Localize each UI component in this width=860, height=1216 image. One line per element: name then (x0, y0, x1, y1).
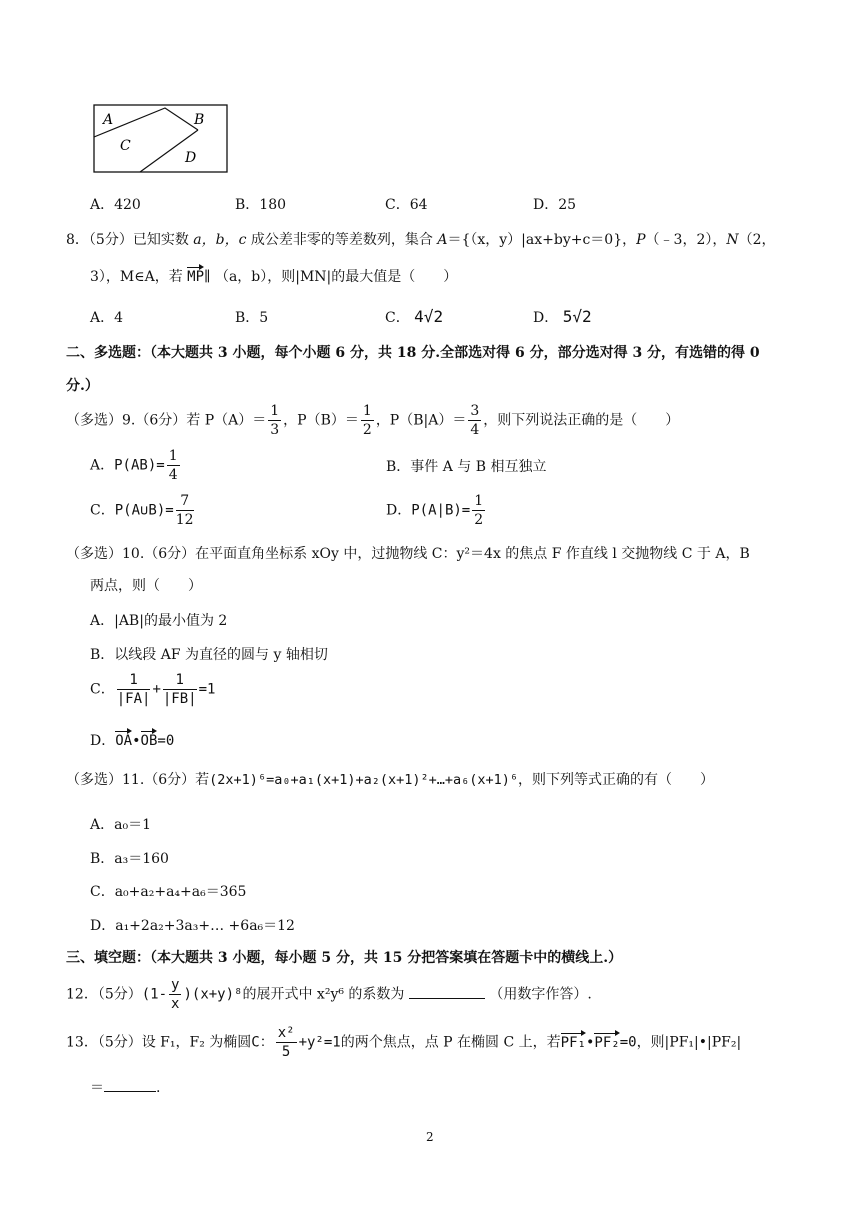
q7-option-c[interactable]: C．64 (385, 197, 428, 213)
q11-option-d[interactable]: D．a₁+2a₂+3a₃+… +6a₆＝12 (90, 918, 295, 934)
q9-option-b[interactable]: B．事件 A 与 B 相互独立 (386, 459, 547, 475)
q9-option-c[interactable]: C．P(A∪B)= $\frac{7}{12}$ (90, 493, 194, 528)
q8-line2: 3），M∈A，若 MP∥ （a，b），则|MN|的最大值是（ ） (90, 269, 458, 285)
section2-heading-line2: 分.） (66, 378, 99, 394)
q8-line1: 8．（5分）已知实数 a，b，c 成公差非零的等差数列，集合 A＝{（x，y）|ax+by+c＝0}，P（﹣3，2），N（2， (66, 232, 776, 248)
q7-option-a[interactable]: A．420 (90, 197, 141, 213)
q13-answer-blank[interactable] (104, 1091, 156, 1092)
q12-answer-blank[interactable] (409, 998, 485, 999)
q10-option-d[interactable]: D．OA•OB=0 (90, 733, 175, 749)
figure-label-d: D (185, 150, 197, 166)
q10-option-b[interactable]: B．以线段 AF 为直径的圆与 y 轴相切 (90, 647, 328, 663)
q13-stem-line2: ＝ . (90, 1080, 161, 1096)
q10-stem-line2: 两点，则（ ） (90, 578, 202, 594)
figure-label-c: C (120, 138, 131, 154)
q10-option-c[interactable]: C． $\frac{1}{|FA|}$ + $\frac{1}{|FB|}$ =1 (90, 672, 216, 707)
q10-stem-line1: （多选）10.（6分）在平面直角坐标系 xOy 中，过抛物线 C：y²＝4x 的焦点 F 作直线 l 交抛物线 C 于 A，B (66, 546, 750, 562)
page-number: 2 (426, 1130, 434, 1144)
q11-option-c[interactable]: C．a₀+a₂+a₄+a₆＝365 (90, 884, 247, 900)
q7-option-b[interactable]: B．180 (235, 197, 287, 213)
region-figure (93, 104, 229, 174)
vector-pf2: PF₂ (594, 1034, 620, 1051)
vector-oa: OA (115, 733, 133, 749)
q11-option-b[interactable]: B．a₃＝160 (90, 851, 169, 867)
figure-label-a: A (103, 112, 114, 128)
section2-heading-line1: 二、多选题：（本大题共 3 小题，每个小题 6 分，共 18 分.全部选对得 6 分，部分选对得 3 分，有选错的得 0 (66, 345, 760, 361)
q7-option-d[interactable]: D．25 (533, 197, 577, 213)
section3-heading: 三、填空题：（本大题共 3 小题，每小题 5 分，共 15 分把答案填在答题卡中的横线上.） (66, 950, 623, 966)
q10-option-a[interactable]: A．|AB|的最小值为 2 (90, 613, 228, 629)
q11-option-a[interactable]: A．a₀＝1 (90, 817, 151, 833)
q8-option-b[interactable]: B．5 (235, 310, 269, 326)
q8-option-c[interactable]: C． 4√2 (385, 307, 444, 326)
q8-option-d[interactable]: D． 5√2 (533, 307, 592, 326)
vector-mp: MP (187, 269, 205, 285)
q9-option-a[interactable]: A．P(AB)= $\frac{1}{4}$ (90, 448, 178, 483)
figure-label-b: B (194, 112, 205, 128)
q13-stem-line1: 13．（5分）设 F₁，F₂ 为椭圆C： $\frac{\text{x²}}{5}$ +y²=1的两个焦点，点 P 在椭圆 C 上，若PF₁•PF₂=0，则|PF₁|•|PF₂| (66, 1025, 742, 1060)
q12-stem: 12．（5分）(1- $\frac{y}{x}$ )(x+y)⁸的展开式中 x²y⁶ 的系数为 （用数字作答）. (66, 977, 592, 1012)
vector-pf1: PF₁ (560, 1034, 586, 1051)
q11-stem: （多选）11.（6分）若(2x+1)⁶=a₀+a₁(x+1)+a₂(x+1)²+…+a₆(x+1)⁶，则下列等式正确的有（ ） (66, 772, 715, 788)
q9-stem: （多选）9.（6分）若 P（A）＝ $\frac{1}{3}$ ，P（B）＝ $\frac{1}{2}$ ，P（B|A）＝ $\frac{3}{4}$ ，则下列说法正确的是（ ） (66, 403, 680, 438)
q9-option-d[interactable]: D．P(A|B)= $\frac{1}{2}$ (386, 493, 484, 528)
q8-option-a[interactable]: A．4 (90, 310, 124, 326)
vector-ob: OB (140, 733, 158, 749)
